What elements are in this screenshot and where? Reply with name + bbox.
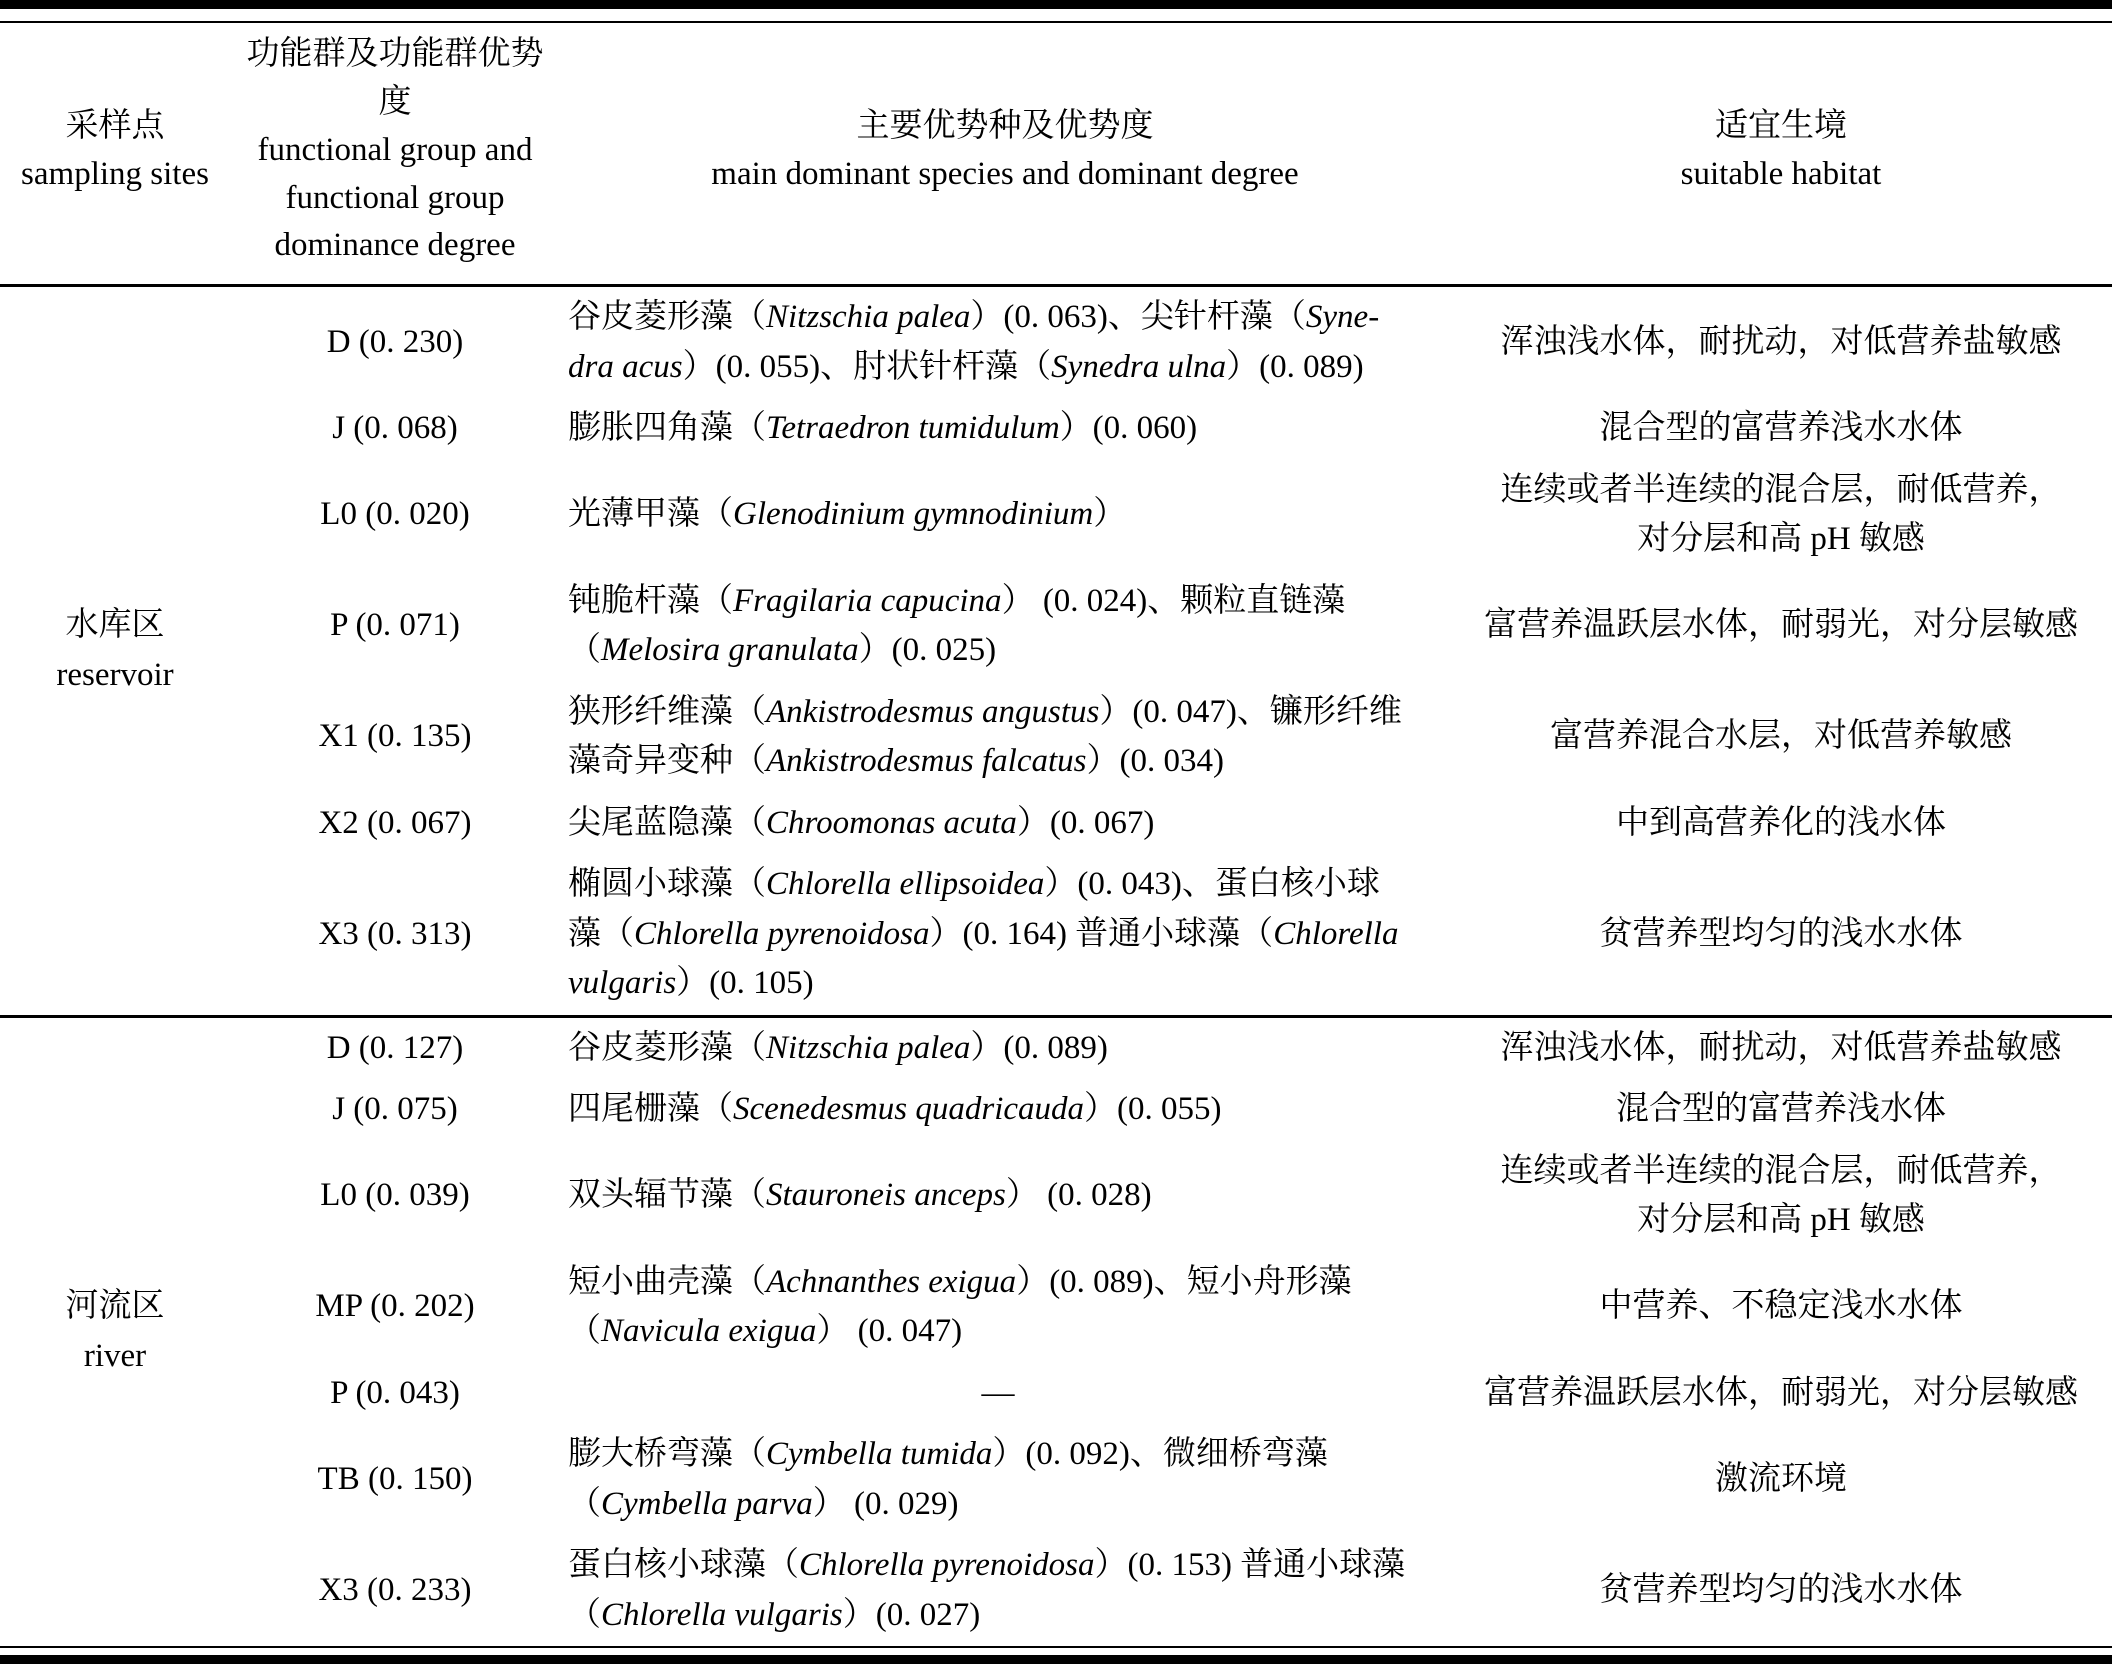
species-latin-name: Synedra ulna [1051, 348, 1227, 385]
functional-group-cell: MP (0. 202) [315, 1288, 475, 1325]
species-latin-name: Melosira granulata [601, 632, 859, 669]
table-row [0, 571, 2112, 682]
species-latin-name: Chlorella [1273, 915, 1399, 952]
habitat-text: 中营养、不稳定浅水水体 [1599, 1288, 1963, 1325]
header-functional-group-en3: dominance degree [274, 227, 516, 264]
species-text: ）(0. 043)、蛋白核小球 [1044, 866, 1380, 903]
table-row [0, 1535, 2112, 1646]
species-text: ）(0. 092)、微细桥弯藻 [992, 1436, 1328, 1473]
species-text: 膨胀四角藻（ [568, 410, 766, 447]
header-dominant-species-cn: 主要优势种及优势度 [856, 107, 1154, 144]
table-row [0, 1141, 2112, 1252]
functional-group-cell: L0 (0. 020) [320, 496, 470, 533]
table-row [0, 854, 2112, 1016]
habitat-text: 富营养温跃层水体，耐弱光，对分层敏感 [1484, 607, 2078, 644]
site-cell [0, 1016, 230, 1646]
species-text: 钝脆杆藻（ [568, 582, 733, 619]
habitat-text: 连续或者半连续的混合层，耐低营养， [1500, 471, 2062, 508]
functional-groups-table [0, 23, 2112, 1646]
habitat-cell [1450, 460, 2112, 571]
species-latin-name: Navicula exigua [601, 1313, 817, 1350]
species-cell [560, 571, 1450, 682]
species-text: ）(0. 025) [858, 632, 997, 669]
functional-group-cell: L0 (0. 039) [320, 1177, 470, 1214]
species-text: （ [568, 1485, 601, 1522]
functional-group-cell: P (0. 071) [330, 607, 460, 644]
species-text: ）(0. 105) [676, 965, 814, 1002]
species-text: ）(0. 047)、镰形纤维 [1099, 693, 1402, 730]
habitat-text: 激流环境 [1715, 1460, 1847, 1497]
species-text: ）(0. 055) [1084, 1091, 1222, 1128]
rule-gap [0, 1648, 2112, 1655]
species-latin-name: Cymbella parva [601, 1485, 813, 1522]
species-cell [560, 1016, 1450, 1079]
species-text: ）(0. 089) [1226, 348, 1364, 385]
functional-group-cell: X1 (0. 135) [318, 718, 472, 755]
species-cell [560, 682, 1450, 793]
species-cell [560, 1252, 1450, 1363]
table-body [0, 286, 2112, 1647]
habitat-cell [1450, 1363, 2112, 1425]
table-row [0, 286, 2112, 399]
species-latin-name: Glenodinium gymnodinium [733, 496, 1094, 533]
table-row [0, 1424, 2112, 1535]
species-latin-name: Cymbella tumida [766, 1436, 993, 1473]
species-text: ） (0. 029) [812, 1485, 959, 1522]
species-latin-name: Ankistrodesmus falcatus [766, 743, 1087, 780]
functional-group-cell: X3 (0. 233) [318, 1571, 472, 1608]
species-text: （ [568, 1313, 601, 1350]
species-cell [560, 398, 1450, 460]
species-text: ）(0. 089) [970, 1029, 1108, 1066]
habitat-text: 贫营养型均匀的浅水水体 [1599, 1571, 1963, 1608]
species-text: ） (0. 024)、颗粒直链藻 [1001, 582, 1346, 619]
species-text: ）(0. 089)、短小舟形藻 [1016, 1263, 1352, 1300]
habitat-cell [1450, 793, 2112, 855]
species-latin-name: Scenedesmus quadricauda [733, 1091, 1085, 1128]
header-suitable-habitat-en: suitable habitat [1680, 155, 1882, 192]
functional-group-cell: TB (0. 150) [317, 1460, 473, 1497]
functional-group-cell: D (0. 230) [326, 323, 464, 360]
species-latin-name: Fragilaria capucina [733, 582, 1002, 619]
species-text: 谷皮菱形藻（ [568, 299, 766, 336]
habitat-text: 混合型的富营养浅水体 [1616, 1091, 1946, 1128]
header-dominant-species-en: main dominant species and dominant degree [711, 155, 1299, 192]
species-latin-name: Ankistrodesmus angustus [766, 693, 1100, 730]
species-text: ）(0. 067) [1016, 804, 1155, 841]
species-latin-name: Nitzschia palea [766, 299, 971, 336]
habitat-cell [1450, 398, 2112, 460]
habitat-cell [1450, 1535, 2112, 1646]
table-row [0, 1363, 2112, 1425]
header-sampling-sites-en: sampling sites [21, 155, 209, 192]
species-cell [560, 854, 1450, 1016]
species-text: 光薄甲藻（ [568, 496, 733, 533]
habitat-cell [1450, 286, 2112, 399]
habitat-text: 对分层和高 pH 敏感 [1637, 1202, 1925, 1239]
species-text: ）(0. 060) [1059, 410, 1198, 447]
header-functional-group-cn: 功能群及功能群优势度 [246, 36, 544, 120]
species-latin-name: Chlorella ellipsoidea [766, 866, 1045, 903]
habitat-text: 混合型的富营养浅水水体 [1599, 410, 1963, 447]
species-text: 四尾栅藻（ [568, 1091, 733, 1128]
species-text: ）(0. 063)、尖针杆藻（ [970, 299, 1306, 336]
species-cell [560, 1079, 1450, 1141]
habitat-text: 贫营养型均匀的浅水水体 [1599, 915, 1963, 952]
species-cell [560, 286, 1450, 399]
species-text: 短小曲壳藻（ [568, 1263, 766, 1300]
header-sampling-sites [0, 23, 230, 286]
species-latin-name: Chroomonas acuta [766, 804, 1017, 841]
habitat-text: 浑浊浅水体，耐扰动，对低营养盐敏感 [1500, 323, 2062, 360]
functional-group-cell: P (0. 043) [330, 1374, 460, 1411]
header-functional-group [230, 23, 560, 286]
species-cell [560, 1535, 1450, 1646]
species-text: ）(0. 055)、肘状针杆藻（ [682, 348, 1052, 385]
species-text: 双头辐节藻（ [568, 1177, 766, 1214]
site-name-en: river [83, 1337, 147, 1374]
species-latin-name: Nitzschia palea [766, 1029, 971, 1066]
species-text: ）(0. 164) 普通小球藻（ [929, 915, 1274, 952]
table-row [0, 398, 2112, 460]
table-row [0, 1252, 2112, 1363]
habitat-cell [1450, 854, 2112, 1016]
species-text: ） (0. 047) [816, 1313, 963, 1350]
species-text: 谷皮菱形藻（ [568, 1029, 766, 1066]
table-row [0, 793, 2112, 855]
table-top-thick-rule [0, 0, 2112, 9]
table-bottom-thick-rule [0, 1655, 2112, 1664]
habitat-text: 富营养温跃层水体，耐弱光，对分层敏感 [1484, 1374, 2078, 1411]
species-text: 尖尾蓝隐藻（ [568, 804, 766, 841]
table-header [0, 23, 2112, 286]
species-text: — [981, 1374, 1015, 1411]
species-latin-name: Stauroneis anceps [766, 1177, 1006, 1214]
header-functional-group-en2: functional group [285, 179, 505, 216]
habitat-cell [1450, 571, 2112, 682]
habitat-text: 连续或者半连续的混合层，耐低营养， [1500, 1152, 2062, 1189]
species-text: 藻（ [568, 915, 634, 952]
species-latin-name: Chlorella pyrenoidosa [634, 915, 930, 952]
site-name-cn: 河流区 [65, 1288, 165, 1325]
species-cell [560, 1141, 1450, 1252]
rule-gap [0, 9, 2112, 21]
functional-group-cell: D (0. 127) [326, 1029, 464, 1066]
species-text: （ [568, 632, 601, 669]
species-text: 膨大桥弯藻（ [568, 1436, 766, 1473]
header-row [0, 23, 2112, 286]
functional-group-cell: J (0. 075) [332, 1091, 458, 1128]
table-row [0, 1079, 2112, 1141]
species-cell [560, 1363, 1450, 1425]
species-latin-name: Tetraedron tumidulum [766, 410, 1060, 447]
species-latin-name: Syne- [1305, 299, 1380, 336]
species-latin-name: Achnanthes exigua [766, 1263, 1017, 1300]
species-text: （ [568, 1596, 601, 1633]
species-text: ）(0. 034) [1086, 743, 1224, 780]
table-row [0, 682, 2112, 793]
species-latin-name: Chlorella pyrenoidosa [799, 1547, 1095, 1584]
site-name-cn: 水库区 [65, 607, 165, 644]
species-cell [560, 460, 1450, 571]
header-functional-group-en1: functional group and [257, 131, 533, 168]
habitat-cell [1450, 1016, 2112, 1079]
species-latin-name: vulgaris [568, 965, 677, 1002]
functional-group-cell: X3 (0. 313) [230, 854, 560, 1016]
header-suitable-habitat-cn: 适宜生境 [1715, 107, 1847, 144]
habitat-cell [1450, 682, 2112, 793]
table-row [0, 460, 2112, 571]
habitat-cell [1450, 1079, 2112, 1141]
species-latin-name: dra acus [568, 348, 683, 385]
habitat-text: 浑浊浅水体，耐扰动，对低营养盐敏感 [1500, 1029, 2062, 1066]
species-text: ）(0. 027) [842, 1596, 981, 1633]
species-text: ） [1093, 496, 1127, 533]
species-text: 蛋白核小球藻（ [568, 1547, 799, 1584]
species-latin-name: Chlorella vulgaris [601, 1596, 843, 1633]
habitat-text: 对分层和高 pH 敏感 [1637, 521, 1925, 558]
header-sampling-sites-cn: 采样点 [65, 107, 165, 144]
table-row [0, 1016, 2112, 1079]
habitat-text: 富营养混合水层，对低营养敏感 [1550, 718, 2012, 755]
functional-group-cell: J (0. 068) [332, 410, 458, 447]
species-cell [560, 1424, 1450, 1535]
functional-group-cell: X2 (0. 067) [318, 804, 472, 841]
species-text: 椭圆小球藻（ [568, 866, 766, 903]
habitat-cell [1450, 1424, 2112, 1535]
header-suitable-habitat [1450, 23, 2112, 286]
species-text: 狭形纤维藻（ [568, 693, 766, 730]
habitat-cell [1450, 1252, 2112, 1363]
species-text: ）(0. 153) 普通小球藻 [1094, 1547, 1406, 1584]
habitat-text: 中到高营养化的浅水体 [1616, 804, 1946, 841]
site-cell [0, 286, 230, 1017]
species-text: ） (0. 028) [1005, 1177, 1152, 1214]
site-name-en: reservoir [56, 656, 174, 693]
species-text: 藻奇异变种（ [568, 743, 766, 780]
header-dominant-species [560, 23, 1450, 286]
habitat-cell [1450, 1141, 2112, 1252]
species-cell [560, 793, 1450, 855]
